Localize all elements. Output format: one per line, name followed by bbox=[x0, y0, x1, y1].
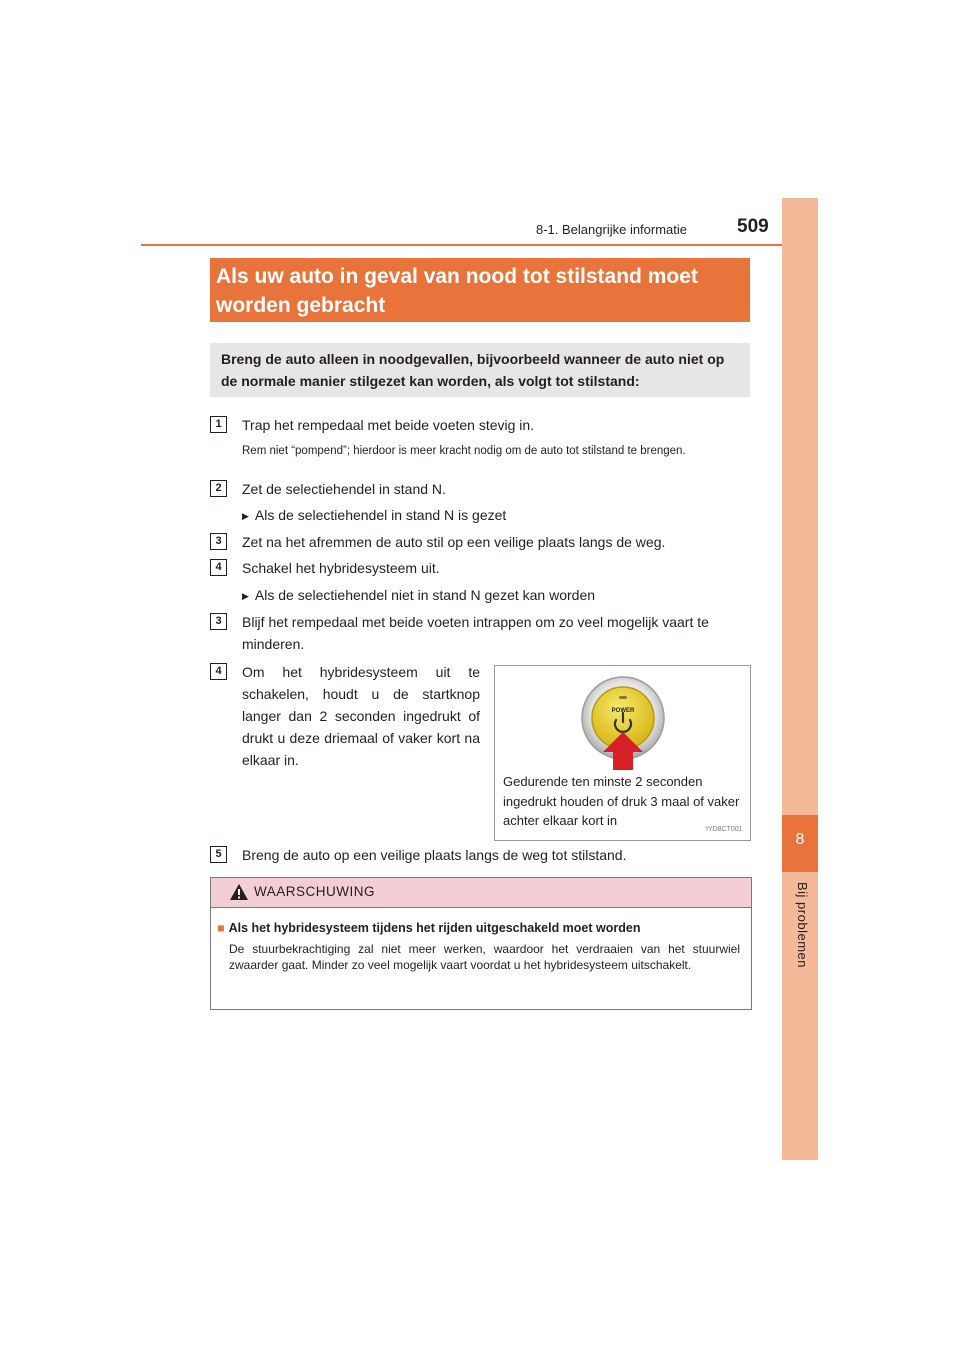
step-text: Blijf het rempedaal met beide voeten intrappen om zo veel mogelijk vaart te minderen. bbox=[242, 614, 709, 652]
step-number: 1 bbox=[210, 416, 227, 433]
figure-code: IYD8CT001 bbox=[706, 826, 743, 833]
warning-title: WAARSCHUWING bbox=[254, 884, 375, 899]
warning-heading bbox=[217, 921, 640, 935]
step-number: 4 bbox=[210, 559, 227, 576]
section-title-banner bbox=[210, 258, 750, 322]
intro-box bbox=[210, 343, 750, 397]
page-number: 509 bbox=[737, 216, 769, 237]
step-text: Zet de selectiehendel in stand N. bbox=[242, 481, 446, 497]
step-text: Schakel het hybridesysteem uit. bbox=[242, 560, 440, 576]
triangle-bullet-icon: ▶ bbox=[242, 591, 249, 601]
page-title: Als uw auto in geval van nood tot stilstand moet worden gebracht bbox=[216, 265, 698, 317]
chapter-number-tab[interactable]: 8 bbox=[782, 815, 818, 872]
warning-header bbox=[211, 878, 751, 908]
case-heading bbox=[242, 504, 506, 527]
case-heading bbox=[242, 584, 595, 607]
step-number: 5 bbox=[210, 846, 227, 863]
triangle-bullet-icon: ▶ bbox=[242, 511, 249, 521]
chapter-side-tab bbox=[782, 198, 818, 1160]
step-number: 3 bbox=[210, 613, 227, 630]
warning-triangle-icon bbox=[229, 883, 249, 901]
intro-text: Breng de auto alleen in noodgevallen, bijvoorbeeld wanneer de auto niet op de normale manier stilgezet kan worden, als volgt tot stilstand: bbox=[221, 351, 725, 389]
step-text: Trap het rempedaal met beide voeten stevig in. bbox=[242, 417, 535, 433]
step-text: Zet na het afremmen de auto stil op een veilige plaats langs de weg. bbox=[242, 534, 666, 550]
step-number: 2 bbox=[210, 480, 227, 497]
step-number: 4 bbox=[210, 663, 227, 680]
step-text: Om het hybridesysteem uit te schakelen, houdt u de startknop langer dan 2 seconden ingedrukt of drukt u deze driemaal of vaker kort na elkaar in. bbox=[242, 664, 480, 768]
step-text: Breng de auto op een veilige plaats langs de weg tot stilstand. bbox=[242, 847, 627, 863]
figure-caption: Gedurende ten minste 2 seconden ingedrukt houden of druk 3 maal of vaker achter elkaar kort in bbox=[503, 774, 740, 828]
step-number: 3 bbox=[210, 533, 227, 550]
power-button-figure bbox=[494, 665, 751, 841]
case-a-label: Als de selectiehendel in stand N is gezet bbox=[254, 507, 507, 523]
power-button-icon bbox=[495, 666, 750, 776]
chapter-label: Bij problemen bbox=[795, 882, 810, 968]
warning-heading-text: Als het hybridesysteem tijdens het rijden uitgeschakeld moet worden bbox=[228, 921, 641, 935]
power-label: POWER bbox=[611, 708, 635, 714]
section-title: 8-1. Belangrijke informatie bbox=[536, 222, 688, 237]
case-b-label: Als de selectiehendel niet in stand N gezet kan worden bbox=[254, 587, 596, 603]
square-bullet-icon: ■ bbox=[217, 921, 225, 935]
warning-body: De stuurbekrachtiging zal niet meer werken, waardoor het verdraaien van het stuurwiel zwaarder gaat. Minder zo veel mogelijk vaart voordat u het hybridesysteem uitschakelt. bbox=[229, 942, 740, 972]
header-divider bbox=[141, 244, 818, 246]
step-note: Rem niet “pompend”; hierdoor is meer kracht nodig om de auto tot stilstand te brengen. bbox=[242, 445, 686, 457]
warning-box bbox=[210, 877, 752, 1010]
